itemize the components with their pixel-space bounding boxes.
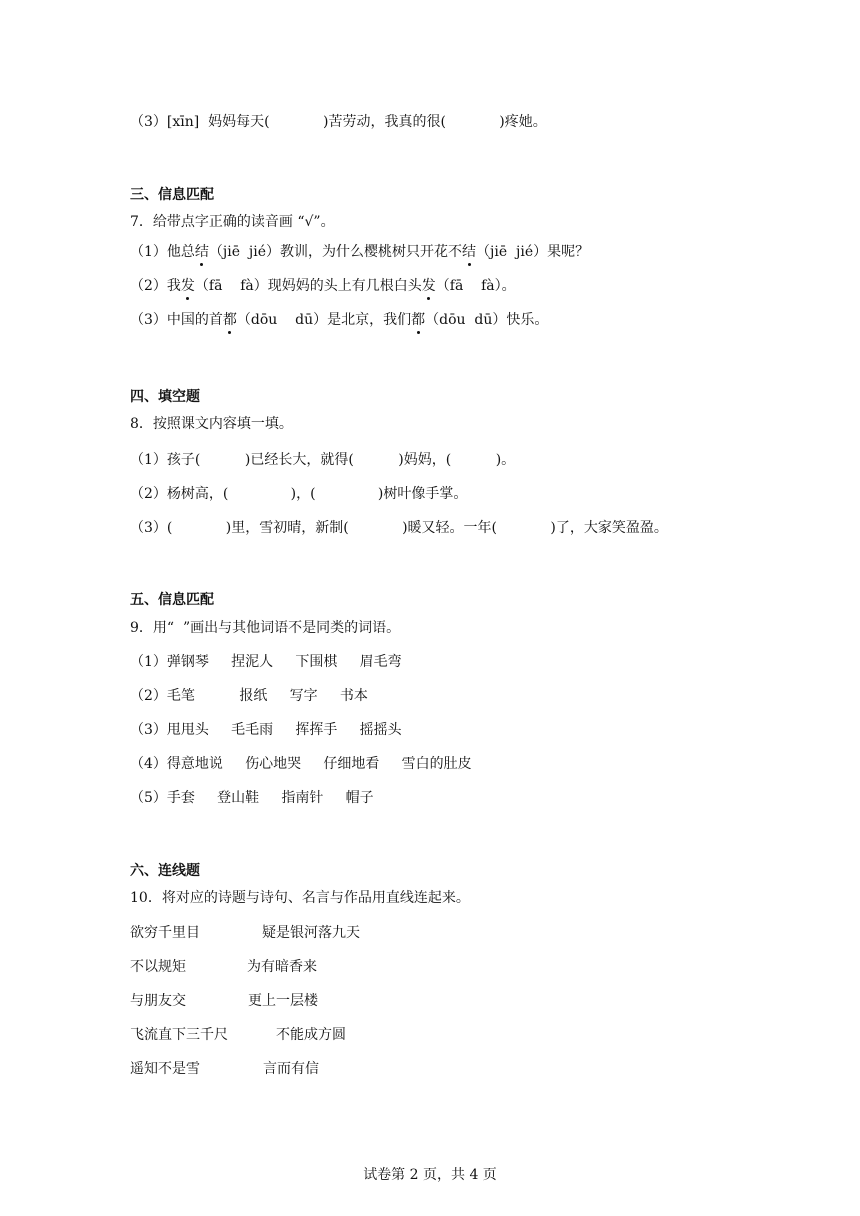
question-9-item: （3）甩甩头 毛毛雨 挥挥手 摇摇头 xyxy=(130,722,402,738)
question-8-item-3: （3）( )里，雪初晴，新制( )暖又轻。一年( )了，大家笑盈盈。 xyxy=(130,520,668,536)
question-8-item-1: （1）孩子( )已经长大，就得( )妈妈，( )。 xyxy=(130,452,516,468)
match-left-item: 遥知不是雪 xyxy=(130,1061,200,1077)
dotted-char: 发 xyxy=(180,278,195,294)
question-7-item-2: （2）我发（fā fà）现妈妈的头上有几根白头发（fā fà）。 xyxy=(130,278,516,294)
dotted-char: 结 xyxy=(462,244,477,260)
match-right-item: 不能成方圆 xyxy=(276,1027,346,1043)
section-6-title: 六、连线题 xyxy=(130,863,200,879)
question-9-item: （2）毛笔 报纸 写字 书本 xyxy=(130,688,368,704)
section-4-title: 四、填空题 xyxy=(130,389,200,405)
match-left-item: 飞流直下三千尺 xyxy=(130,1027,228,1043)
section-5-title: 五、信息匹配 xyxy=(130,592,214,608)
question-6-3: （3）[xīn] 妈妈每天( )苦劳动，我真的很( )疼她。 xyxy=(130,114,547,130)
question-7-item-1: （1）他总结（jiē jié）教训，为什么樱桃树只开花不结（jiē jié）果呢？ xyxy=(130,244,590,260)
question-8-item-2: （2）杨树高，( )，( )树叶像手掌。 xyxy=(130,486,468,502)
dotted-char: 结 xyxy=(194,244,209,260)
match-right-item: 为有暗香来 xyxy=(247,959,317,975)
section-3-title: 三、信息匹配 xyxy=(130,187,214,203)
question-7-stem: 7．给带点字正确的读音画 “√”。 xyxy=(130,214,335,230)
question-9-item: （5）手套 登山鞋 指南针 帽子 xyxy=(130,790,374,806)
question-9-item: （1）弹钢琴 捏泥人 下围棋 眉毛弯 xyxy=(130,654,402,670)
match-right-item: 疑是银河落九天 xyxy=(262,925,360,941)
match-left-item: 不以规矩 xyxy=(130,959,186,975)
page-footer: 试卷第 2 页，共 4 页 xyxy=(363,1167,497,1183)
match-left-item: 与朋友交 xyxy=(130,993,186,1009)
dotted-char: 发 xyxy=(421,278,436,294)
question-7-item-3: （3）中国的首都（dōu dū）是北京，我们都（dōu dū）快乐。 xyxy=(130,312,549,328)
question-10-stem: 10．将对应的诗题与诗句、名言与作品用直线连起来。 xyxy=(130,890,470,906)
question-9-item: （4）得意地说 伤心地哭 仔细地看 雪白的肚皮 xyxy=(130,756,472,772)
match-left-item: 欲穷千里目 xyxy=(130,925,200,941)
question-8-stem: 8．按照课文内容填一填。 xyxy=(130,416,293,432)
match-right-item: 言而有信 xyxy=(263,1061,319,1077)
dotted-char: 都 xyxy=(411,312,426,328)
question-9-stem: 9．用“ ”画出与其他词语不是同类的词语。 xyxy=(130,620,401,636)
dotted-char: 都 xyxy=(222,312,237,328)
match-right-item: 更上一层楼 xyxy=(248,993,318,1009)
